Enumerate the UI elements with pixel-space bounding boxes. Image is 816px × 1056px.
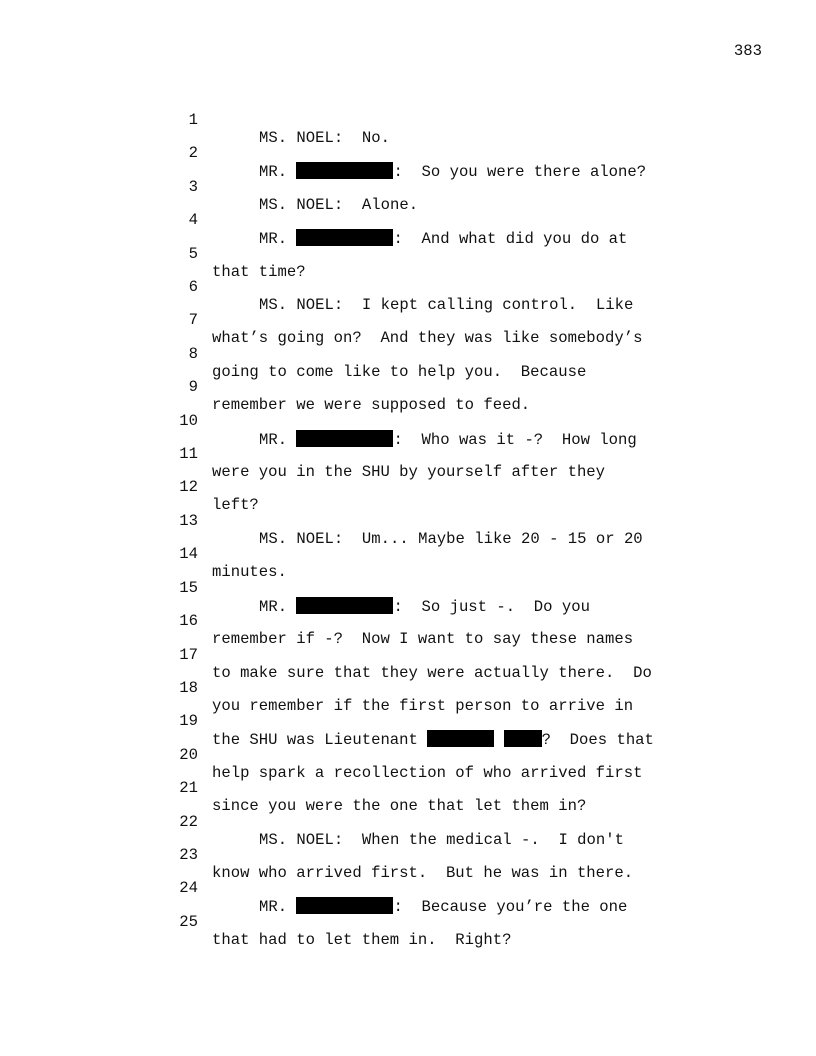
transcript-line [0, 260, 816, 315]
line-number: 2 [188, 144, 198, 163]
line-number: 14 [179, 545, 198, 564]
line-text: MR. : So you were there alone? [259, 163, 647, 182]
line-text: you remember if the first person to arrive in [212, 696, 634, 715]
transcript-line [0, 327, 816, 381]
line-number: 7 [188, 311, 198, 330]
line-number: 13 [179, 511, 198, 530]
transcript-line [0, 227, 816, 281]
line-number: 25 [179, 912, 198, 931]
line-text: the SHU was Lieutenant ? Does that [212, 731, 654, 750]
line-number: 3 [188, 177, 198, 196]
line-text: that time? [212, 262, 306, 281]
line-text: MS. NOEL: I kept calling control. Like [259, 296, 634, 315]
transcript-line [0, 460, 816, 515]
transcript-line [0, 93, 816, 147]
line-text: MS. NOEL: Alone. [259, 195, 419, 214]
transcript-line [0, 628, 816, 682]
line-text: were you in the SHU by yourself after they [212, 463, 606, 482]
transcript-line [0, 494, 816, 548]
line-text: MR. : So just -. Do you [259, 597, 590, 616]
line-text: to make sure that they were actually there. Do [212, 663, 652, 682]
transcript-line [0, 360, 816, 415]
transcript-line [0, 394, 816, 449]
transcript-line [0, 661, 816, 715]
line-number: 18 [179, 678, 198, 697]
line-text: help spark a recollection of who arrived first [212, 763, 643, 782]
line-number: 17 [179, 645, 198, 664]
line-number: 6 [188, 278, 198, 297]
line-number: 8 [188, 344, 198, 363]
line-number: 16 [179, 612, 198, 631]
line-number: 11 [179, 445, 198, 464]
transcript-line [0, 761, 816, 816]
line-number: 9 [188, 378, 198, 397]
line-number: 24 [179, 879, 198, 898]
line-number: 19 [179, 712, 198, 731]
transcript-line [0, 293, 816, 348]
line-text: MS. NOEL: Um... Maybe like 20 - 15 or 20 [259, 529, 643, 548]
line-text: MR. : And what did you do at [259, 230, 628, 249]
transcript-line [0, 828, 816, 882]
line-text: know who arrived first. But he was in there. [212, 863, 634, 882]
line-number: 22 [179, 812, 198, 831]
transcript-body [0, 93, 816, 949]
line-text: MR. : Who was it -? How long [259, 430, 637, 449]
page-number: 383 [733, 42, 762, 60]
line-text: left? [212, 496, 259, 515]
line-number: 1 [188, 111, 198, 129]
transcript-line [0, 861, 816, 917]
transcript-line [0, 795, 816, 849]
transcript-line [0, 694, 816, 750]
transcript-line [0, 160, 816, 214]
transcript-line [0, 561, 816, 616]
transcript-line [0, 895, 816, 949]
line-text: remember if -? Now I want to say these names [212, 630, 634, 649]
line-text: that had to let them in. Right? [212, 930, 512, 949]
line-text: MS. NOEL: When the medical -. I don't [259, 830, 624, 849]
line-number: 10 [179, 411, 198, 430]
transcript-line [0, 193, 816, 249]
line-text: minutes. [212, 563, 287, 582]
line-number: 15 [179, 578, 198, 597]
line-number: 21 [179, 779, 198, 798]
transcript-line [0, 126, 816, 182]
line-text: going to come like to help you. Because [212, 362, 587, 381]
line-number: 5 [188, 244, 198, 263]
line-number: 12 [179, 478, 198, 497]
line-number: 23 [179, 845, 198, 864]
line-text: since you were the one that let them in? [212, 797, 587, 816]
line-number: 4 [188, 211, 198, 230]
line-text: remember we were supposed to feed. [212, 396, 531, 415]
line-text: MR. : Because you’re the one [259, 898, 628, 917]
transcript-line [0, 728, 816, 782]
line-text: MS. NOEL: No. [259, 129, 391, 147]
line-text: what’s going on? And they was like somebody’s [212, 329, 643, 348]
transcript-line [0, 427, 816, 482]
line-number: 20 [179, 745, 198, 764]
transcript-line [0, 594, 816, 649]
transcript-line [0, 527, 816, 582]
